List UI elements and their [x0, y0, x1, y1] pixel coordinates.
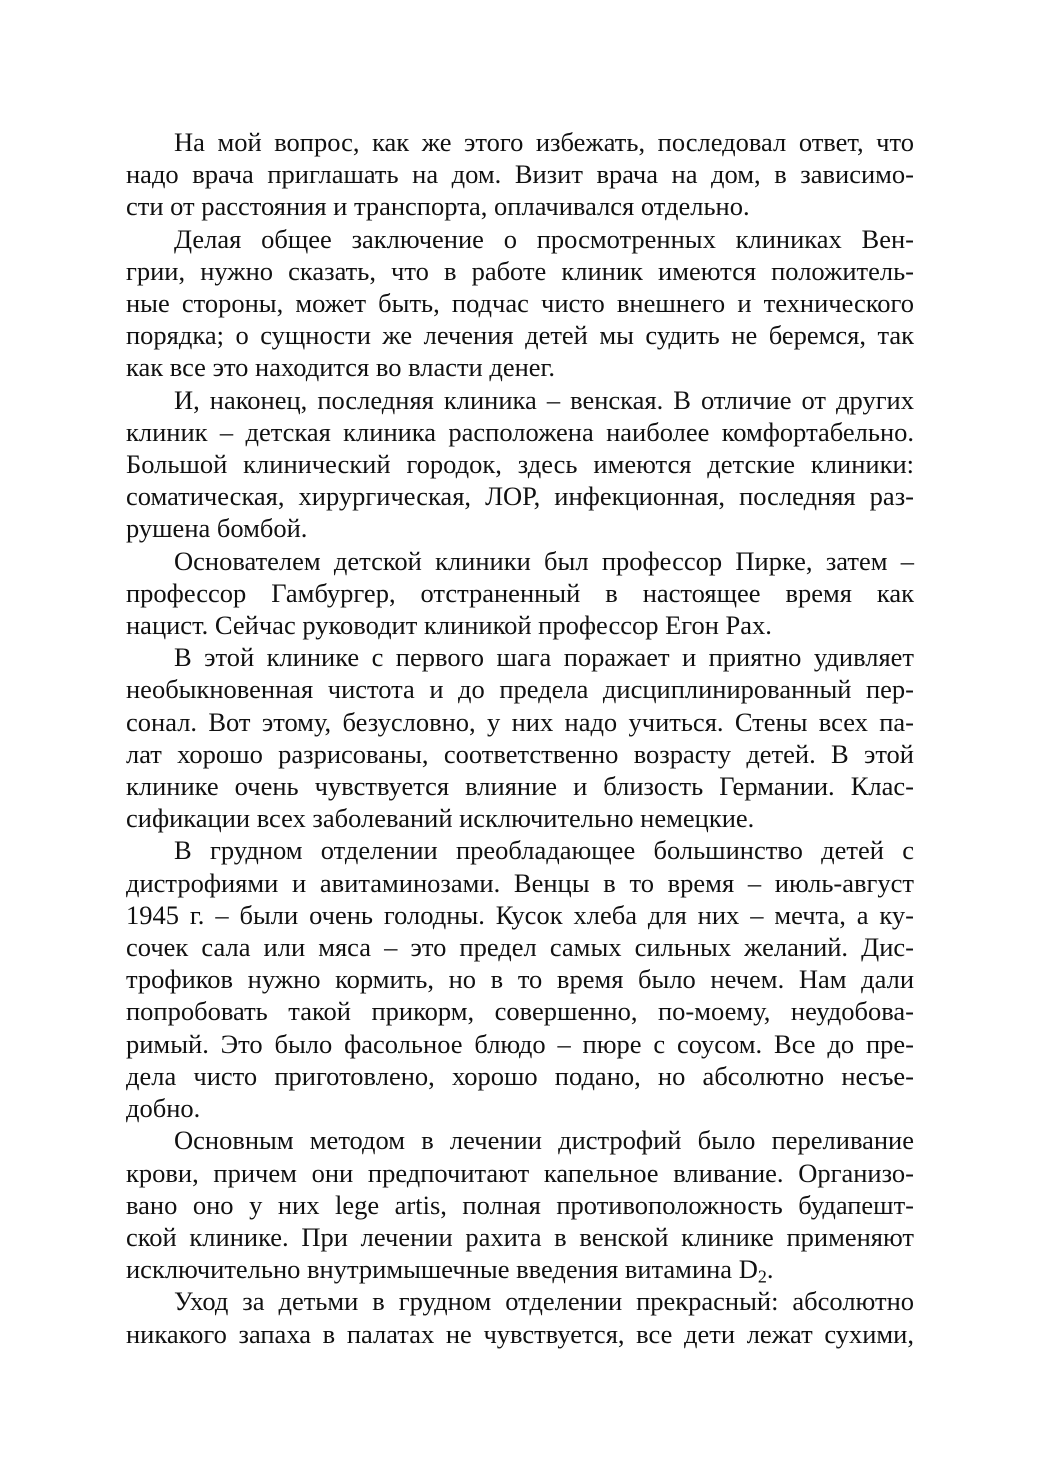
text-line: необыкновенная чистота и до предела дисциплинированный пер- — [126, 674, 914, 705]
text-line-main: исключительно внутримышечные введения витамина D — [126, 1254, 758, 1285]
text-line: В грудном отделении преобладающее большинство детей с — [174, 835, 914, 866]
subscript: 2 — [757, 1266, 767, 1287]
text-line: Основателем детской клиники был профессор Пирке, затем – — [174, 545, 914, 576]
text-line: На мой вопрос, как же этого избежать, последовал ответ, что — [174, 127, 914, 157]
text-line: римый. Это было фасольное блюдо – пюре с соусом. Все до пре- — [126, 1028, 914, 1059]
text-line: 1945 г. – были очень голодны. Кусок хлеба для них – мечта, а ку- — [126, 899, 914, 930]
text-line: Основным методом в лечении дистрофий было переливание — [174, 1125, 914, 1156]
text-line: ской клинике. При лечении рахита в венской клинике применяют — [126, 1221, 914, 1252]
paragraph-8 — [126, 1285, 914, 1349]
paragraph-1 — [126, 126, 914, 223]
text-line: трофиков нужно кормить, но в то время было нечем. Нам дали — [126, 964, 914, 995]
text-line: сочек сала или мяса – это предел самых сильных желаний. Дис- — [126, 932, 914, 963]
text-line: вано оно у них lege artis, полная противоположность будапешт- — [126, 1189, 914, 1220]
text-line — [126, 1253, 914, 1285]
text-line: дела чисто приготовлено, хорошо подано, но абсолютно несъе- — [126, 1060, 914, 1091]
text-line: соматическая, хирургическая, ЛОР, инфекционная, последняя раз- — [126, 481, 914, 512]
paragraph-2 — [126, 223, 914, 384]
text-line: сификации всех заболеваний исключительно немецкие. — [126, 803, 755, 834]
text-line: сонал. Вот этому, безусловно, у них надо учиться. Стены всех па- — [126, 706, 914, 737]
text-line: клинике очень чувствуется влияние и близость Германии. Клас- — [126, 771, 914, 802]
text-line: лат хорошо разрисованы, соответственно возрасту детей. В этой — [126, 738, 914, 769]
text-line: надо врача приглашать на дом. Визит врача на дом, в зависимо- — [126, 159, 914, 190]
text-line: нацист. Сейчас руководит клиникой профессор Егон Рах. — [126, 610, 772, 641]
text-line: В этой клинике с первого шага поражает и приятно удивляет — [174, 642, 914, 673]
text-line: Делая общее заключение о просмотренных клиниках Вен- — [174, 223, 914, 254]
text-line: профессор Гамбургер, отстраненный в настоящее время как — [126, 577, 914, 608]
text-line: И, наконец, последняя клиника – венская. В отличие от других — [174, 384, 914, 415]
text-line: Уход за детьми в грудном отделении прекрасный: абсолютно — [174, 1286, 914, 1317]
text-line: никакого запаха в палатах не чувствуется, все дети лежат сухими, — [126, 1318, 914, 1349]
page-text — [126, 126, 914, 1350]
paragraph-5 — [126, 641, 914, 834]
text-line: ные стороны, может быть, подчас чисто внешнего и технического — [126, 288, 914, 319]
paragraph-4 — [126, 545, 914, 642]
paragraph-6 — [126, 834, 914, 1124]
text-line: Большой клинический городок, здесь имеются детские клиники: — [126, 449, 914, 480]
text-line: дистрофиями и авитаминозами. Венцы в то время – июль-август — [126, 867, 914, 898]
text-line: крови, причем они предпочитают капельное вливание. Организо- — [126, 1157, 914, 1188]
paragraph-3 — [126, 384, 914, 545]
text-line: грии, нужно сказать, что в работе клиник имеются положитель- — [126, 255, 914, 286]
text-line: добно. — [126, 1093, 201, 1124]
text-line: попробовать такой прикорм, совершенно, по-моему, неудобова- — [126, 996, 914, 1027]
text-line: сти от расстояния и транспорта, оплачивался отдельно. — [126, 191, 750, 222]
text-line: рушена бомбой. — [126, 513, 308, 544]
text-line: как все это находится во власти денег. — [126, 352, 556, 383]
text-line-tail: . — [766, 1254, 774, 1285]
text-line: клиник – детская клиника расположена наиболее комфортабельно. — [126, 416, 914, 447]
paragraph-7 — [126, 1124, 914, 1285]
text-line: порядка; о сущности же лечения детей мы судить не беремся, так — [126, 320, 914, 351]
